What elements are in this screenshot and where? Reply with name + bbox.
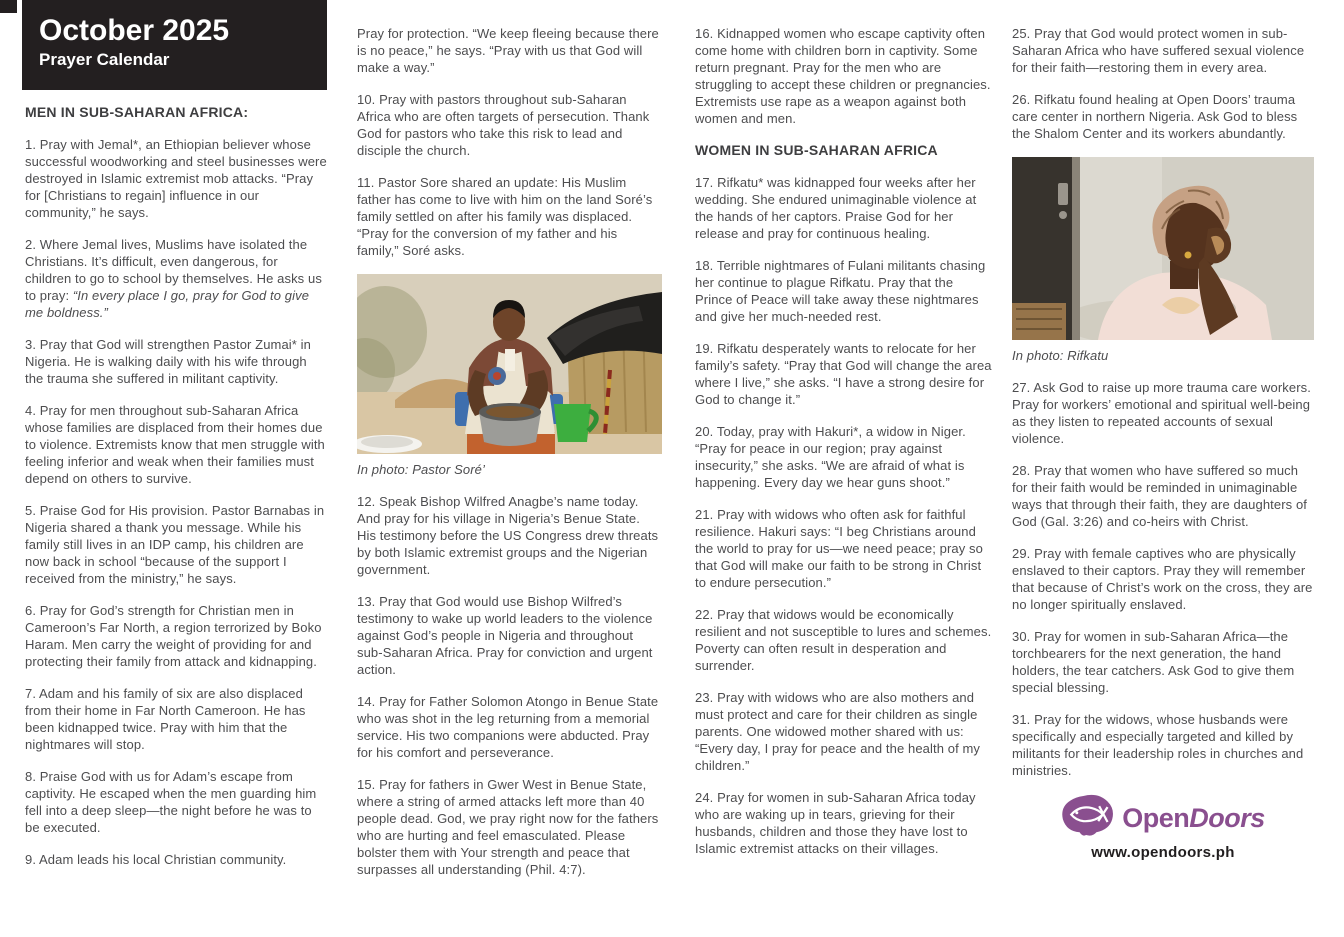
logo-wordmark xyxy=(1122,802,1265,833)
page-title: October 2025 xyxy=(39,14,230,47)
prayer-item-4: 4. Pray for men throughout sub-Saharan Africa whose families are displaced from their homes due to violence. Extremists know that men struggle with feeling inferior and weak when their families must depend on others to survive. xyxy=(25,403,325,486)
column-1 xyxy=(25,0,327,883)
prayer-item-10: 10. Pray with pastors throughout sub-Saharan Africa who are often targets of persecution. Thank God for pastors who take this risk to lead and disciple the church. xyxy=(357,92,650,158)
prayer-item-6: 6. Pray for God’s strength for Christian men in Cameroon’s Far North, a region terrorized by Boko Haram. Men carry the weight of providing for and protecting their family from attack and kidnapping. xyxy=(25,603,322,669)
pastor-sore-caption: In photo: Pastor Soré’ xyxy=(357,462,485,477)
open-doors-logo xyxy=(1012,794,1314,861)
prayer-item-13: 13. Pray that God would use Bishop Wilfred’s testimony to wake up world leaders to the violence against God’s people in Nigeria and throughout sub-Saharan Africa. Pray for conviction and urgent action. xyxy=(357,594,653,677)
prayer-item-22: 22. Pray that widows would be economically resilient and not susceptible to lures and schemes. Poverty can often result in desperation and surrender. xyxy=(695,607,992,673)
prayer-item-9-continued: Pray for protection. “We keep fleeing because there is no peace,” he says. “Pray with us that God will make a way.” xyxy=(357,26,659,75)
prayer-item-30: 30. Pray for women in sub-Saharan Africa—the torchbearers for the next generation, the hand holders, the tear catchers. Ask God to give them special blessing. xyxy=(1012,629,1295,695)
rifkatu-caption: In photo: Rifkatu xyxy=(1012,348,1109,363)
prayer-item-17: 17. Rifkatu* was kidnapped four weeks after her wedding. She endured unimaginable violence at the hands of her captors. Praise God for her release and pray for continuous healing. xyxy=(695,175,977,241)
prayer-item-2-quote: “In every place I go, pray for God to give me boldness.” xyxy=(25,288,310,320)
prayer-item-3: 3. Pray that God will strengthen Pastor Zumai* in Nigeria. He is walking daily with his wife through the trauma she suffered in militant captivity. xyxy=(25,337,311,386)
prayer-item-31: 31. Pray for the widows, whose husbands were specifically and especially targeted and killed by militants for their leadership roles in churches and ministries. xyxy=(1012,712,1304,778)
prayer-item-29: 29. Pray with female captives who are physically enslaved to their captors. Pray they will remember that because of Christ’s work on the cross, they are no longer spiritually enslaved. xyxy=(1012,546,1313,612)
section-heading-men: MEN IN SUB-SAHARAN AFRICA: xyxy=(25,104,249,120)
logo-doors-text: Doors xyxy=(1189,802,1265,833)
column-2 xyxy=(357,25,662,893)
rifkatu-photo xyxy=(1012,157,1314,340)
prayer-item-14: 14. Pray for Father Solomon Atongo in Benue State who was shot in the leg returning from a memorial service. His two companions were abducted. Pray for his comfort and perseverance. xyxy=(357,694,659,760)
prayer-item-20: 20. Today, pray with Hakuri*, a widow in Niger. “Pray for peace in our region; pray against insecurity,” she asks. “We are afraid of what is happening. Every day we hear guns shoot.” xyxy=(695,424,966,490)
prayer-item-25: 25. Pray that God would protect women in sub-Saharan Africa who have suffered sexual violence for their faith—restoring them in every area. xyxy=(1012,26,1305,75)
prayer-item-21: 21. Pray with widows who often ask for faithful resilience. Hakuri says: “I beg Christians around the world to pray for us—we need peace; pray so that God will make our faith to be strong in Christ to endure persecution.” xyxy=(695,507,983,590)
pastor-sore-photo xyxy=(357,274,662,454)
prayer-item-28: 28. Pray that women who have suffered so much for their faith would be reminded in unimaginable ways that through their faith, they are daughters of God (Gal. 3:26) and co-heirs with Christ. xyxy=(1012,463,1307,529)
prayer-item-8: 8. Praise God with us for Adam’s escape from captivity. He escaped when the men guarding him fell into a deep sleep—the night before he was to be executed. xyxy=(25,769,317,835)
masthead xyxy=(22,0,327,90)
prayer-item-16: 16. Kidnapped women who escape captivity often come home with children born in captivity. Some return pregnant. Pray for the men who are struggling to accept these children or pregnancies. Extremists use rape as a weapon against both women and men. xyxy=(695,26,991,126)
prayer-item-11: 11. Pastor Sore shared an update: His Muslim father has come to live with him on the land Soré’s family settled on after his family was displaced. “Pray for the conversion of my father and his family,” Soré asks. xyxy=(357,175,653,258)
corner-crop-mark xyxy=(0,0,17,13)
prayer-item-27: 27. Ask God to raise up more trauma care workers. Pray for workers’ emotional and spiritual well-being as they listen to repeated accounts of sexual violence. xyxy=(1012,380,1311,446)
prayer-item-7: 7. Adam and his family of six are also displaced from their home in Far North Cameroon. He has been kidnapped twice. Pray with him that the nightmares will stop. xyxy=(25,686,306,752)
logo-open-text: Open xyxy=(1122,802,1190,833)
column-4 xyxy=(1012,25,1314,861)
prayer-item-5: 5. Praise God for His provision. Pastor Barnabas in Nigeria shared a thank you message. While his family still lives in an IDP camp, his children are now back in school “because of the support I received from the ministry,” he says. xyxy=(25,503,325,586)
prayer-item-26: 26. Rifkatu found healing at Open Doors’ trauma care center in northern Nigeria. Ask God to bless the Shalom Center and its workers abundantly. xyxy=(1012,92,1298,141)
section-heading-women: WOMEN IN SUB-SAHARAN AFRICA xyxy=(695,142,938,158)
prayer-item-9-start: 9. Adam leads his local Christian community. xyxy=(25,852,287,867)
prayer-item-19: 19. Rifkatu desperately wants to relocate for her family’s safety. “Pray that God will change the area where I live,” she asks. “I have a strong desire for God to change it.” xyxy=(695,341,992,407)
column-3 xyxy=(695,25,992,872)
prayer-item-23: 23. Pray with widows who are also mothers and must protect and care for their children as single parents. One widowed mother shared with us: “Every day, I pray for peace and the health of my children.” xyxy=(695,690,981,773)
page-subtitle: Prayer Calendar xyxy=(39,50,170,69)
prayer-item-12: 12. Speak Bishop Wilfred Anagbe’s name today. And pray for his village in Nigeria’s Benue State. His testimony before the US Congress drew threats by both Islamic extremist groups and the Nigerian government. xyxy=(357,494,659,577)
prayer-item-15: 15. Pray for fathers in Gwer West in Benue State, where a string of armed attacks left more than 40 people dead. God, we pray right now for the fathers who are hurting and feel emasculated. Please bolster them with Your strength and peace that surpasses all understanding (Phil. 4:7). xyxy=(357,777,659,877)
website-url: www.opendoors.ph xyxy=(1091,844,1235,861)
prayer-item-2-text: 2. Where Jemal lives, Muslims have isolated the Christians. It’s difficult, even dangerous, for children to go to school by themselves. He asks us to pray: xyxy=(25,237,322,303)
prayer-item-18: 18. Terrible nightmares of Fulani militants chasing her continue to plague Rifkatu. Pray that the Prince of Peace will take away these nightmares and give her much-needed rest. xyxy=(695,258,986,324)
prayer-item-1: 1. Pray with Jemal*, an Ethiopian believer whose successful woodworking and steel businesses were destroyed in Islamic extremist mob attacks. “Pray for [Christians to regain] influence in our community,” he says. xyxy=(25,137,327,220)
open-doors-fish-icon xyxy=(1061,794,1115,842)
prayer-item-2 xyxy=(25,236,327,321)
prayer-item-24: 24. Pray for women in sub-Saharan Africa today who are waking up in tears, grieving for their husbands, children and those they have lost to Islamic extremist attacks on their villages. xyxy=(695,790,976,856)
